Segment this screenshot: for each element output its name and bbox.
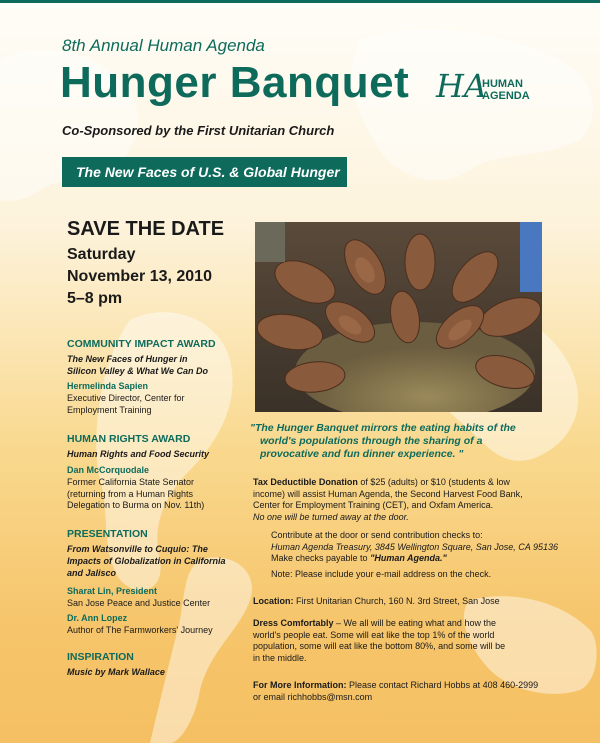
inspiration-subtitle: Music by Mark Wallace — [67, 667, 165, 677]
presentation-subtitle: From Watsonville to Cuquio: The Impacts of Globalization in California and Jalisco — [67, 544, 226, 578]
human-rights-award-heading: HUMAN RIGHTS AWARD — [67, 433, 191, 445]
human-rights-award-desc: Former California State Senator (returning from a Human Rights Delegation to Burma on Nov. 11th) — [67, 477, 205, 510]
community-award-heading: COMMUNITY IMPACT AWARD — [67, 338, 216, 350]
hands-photo — [255, 222, 542, 412]
location-info: Location: First Unitarian Church, 160 N. 3rd Street, San Jose — [253, 596, 500, 606]
save-the-date: SAVE THE DATE — [67, 218, 225, 240]
contact-info: For More Information: Please contact Richard Hobbs at 408 460-2999 or email richhobbs@msn.com — [253, 680, 553, 703]
location-label: Location: — [253, 596, 294, 606]
inspiration-heading: INSPIRATION — [67, 651, 134, 663]
logo-text-agenda: AGENDA — [482, 90, 530, 102]
event-date-block — [67, 244, 212, 310]
human-agenda-logo — [436, 68, 556, 108]
presentation-heading: PRESENTATION — [67, 528, 148, 540]
page-title: Hunger Banquet — [60, 58, 410, 107]
theme-banner: The New Faces of U.S. & Global Hunger — [62, 157, 347, 187]
presenter-name-2: Dr. Ann Lopez — [67, 613, 128, 623]
logo-text-human: HUMAN — [482, 78, 523, 90]
human-rights-award-honoree: Dan McCorquodale — [67, 465, 150, 475]
event-kicker: 8th Annual Human Agenda — [62, 36, 265, 55]
community-award-subtitle: The New Faces of Hunger in Silicon Valley & What We Can Do — [67, 354, 209, 376]
event-day: Saturday — [67, 246, 136, 263]
cosponsor-line: Co-Sponsored by the First Unitarian Church — [62, 123, 335, 138]
payable-to: "Human Agenda." — [370, 553, 447, 563]
event-time: 5–8 pm — [67, 290, 123, 307]
presenter-desc-2: Author of The Farmworkers' Journey — [67, 625, 213, 635]
contribution-info: Contribute at the door or send contribution checks to: Human Agenda Treasury, 3845 Wellington Square, San Jose, CA 95136 Make checks payable to "Human Agenda." Note: Please include your e-mail address on the check. — [271, 530, 561, 580]
human-rights-award-subtitle: Human Rights and Food Security — [67, 449, 210, 459]
ha-monogram-icon: HA — [436, 67, 488, 105]
presenter-desc-1: San Jose Peace and Justice Center — [67, 598, 211, 608]
dress-label: Dress Comfortably — [253, 618, 334, 628]
contact-label: For More Information: — [253, 680, 347, 690]
community-award-honoree: Hermelinda Sapien — [67, 381, 149, 391]
dress-info: Dress Comfortably – We all will be eating what and how the world's people eat. Some will eat like the top 1% of the world population, some will eat like the bottom 80%, and some will be in the middle. — [253, 618, 506, 663]
treasury-address: Human Agenda Treasury, 3845 Wellington Square, San Jose, CA 95136 — [271, 541, 559, 552]
presenter-name-1: Sharat Lin, President — [67, 586, 158, 596]
donation-info: Tax Deductible Donation of $25 (adults) or $10 (students & low income) will assist Human Agenda, the Second Harvest Food Bank, Center for Employment Training (CET), and Oxfam America. No one will be turned away at the door. — [253, 477, 523, 522]
community-award-desc: Executive Director, Center for Employment Training — [67, 393, 185, 415]
banquet-quote: "The Hunger Banquet mirrors the eating habits of the world's populations through the sharing of a provocative and fun dinner experience. " — [250, 422, 516, 460]
donation-label: Tax Deductible Donation — [253, 477, 358, 487]
check-note: Note: Please include your e-mail address on the check. — [271, 568, 492, 579]
contact-email: or email richhobbs@msn.com — [253, 691, 373, 702]
event-date: November 13, 2010 — [67, 268, 212, 285]
hands-illustration — [255, 222, 542, 412]
